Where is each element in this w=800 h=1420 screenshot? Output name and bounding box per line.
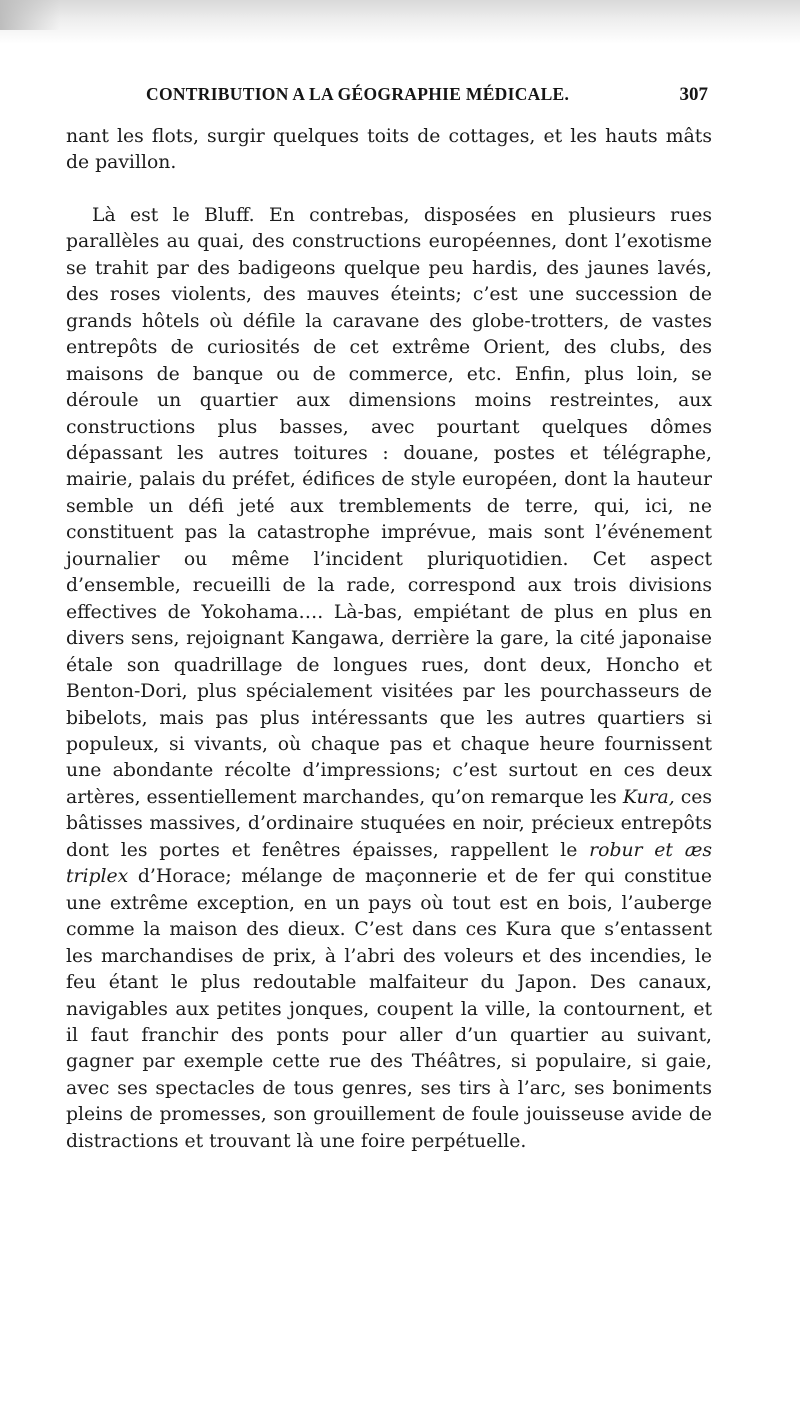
paragraph-continuation: nant les flots, surgir quelques toits de cottages, et les hauts mâts de pavillon. — [66, 126, 712, 174]
paragraph-bluff-text-b: ces bâtisses massives, d’ordinaire stuquées en noir, précieux entrepôts dont les portes et fenêtres épaisses, rappellent le — [66, 786, 712, 861]
paragraph-bluff-text-c: d’Horace; mélange de maçonnerie et de fer qui constitue une extrême exception, en un pays où tout est en bois, l’auberge comme la maison des dieux. C’est dans ces Kura que s’entassent les marchandises de prix, à l’abri des voleurs et des incendies, le feu étant le plus redoutable malfaiteur du Japon. Des canaux, navigables aux petites jonques, coupent la ville, la contournent, et il faut franchir des ponts pour aller d’un quartier au suivant, gagner par exemple cette rue des Théâtres, si populaire, si gaie, avec ses spectacles de tous genres, ses tirs à l’arc, ses boniments pleins de promesses, son grouillement de foule jouisseuse avide de distractions et trouvant là une foire perpétuelle. — [66, 866, 712, 1152]
paragraph-gap — [66, 177, 712, 203]
page-header — [0, 84, 800, 112]
kura-italic: Kura, — [622, 786, 675, 808]
scan-edge-shadow — [0, 0, 800, 44]
scan-corner-shadow — [0, 0, 60, 30]
running-title: CONTRIBUTION A LA GÉOGRAPHIE MÉDICALE. — [146, 84, 570, 104]
paragraph-bluff — [66, 203, 712, 1155]
page-number: 307 — [679, 84, 708, 105]
robur-italic: robur et æs triplex — [66, 839, 712, 888]
paragraph-bluff-text-a: Là est le Bluff. En contrebas, disposées en plusieurs rues parallèles au quai, des constructions européennes, dont l’exotisme se trahit par des badigeons quelque peu hardis, des jaunes lavés, des roses violents, des mauves éteints; c’est une succession de grands hôtels où défile la caravane des globe-trotters, de vastes entrepôts de curiosités de cet extrême Orient, des clubs, des maisons de banque ou de commerce, etc. Enfin, plus loin, se déroule un quartier aux dimensions moins restreintes, aux constructions plus basses, avec pourtant quelques dômes dépassant les autres toitures : douane, postes et télégraphe, mairie, palais du préfet, édifices de style européen, dont la hauteur semble un défi jeté aux tremblements de terre, qui, ici, ne constituent pas la catastrophe imprévue, mais sont l’événement journalier ou même l’incident pluriquotidien. Cet aspect d’ensemble, recueilli de la rade, correspond aux trois divisions effectives de Yokohama…. Là-bas, empiétant de plus en plus en divers sens, rejoignant Kangawa, derrière la gare, la cité japonaise étale son quadrillage de longues rues, dont deux, Honcho et Benton-Dori, plus spécialement visitées par les pourchasseurs de bibelots, mais pas plus intéressants que les autres quartiers si populeux, si vivants, où chaque pas et chaque heure fournissent une abondante récolte d’impressions; c’est surtout en ces deux artères, essentiellement marchandes, qu’on remarque les — [66, 204, 712, 808]
body-text — [66, 124, 712, 1155]
